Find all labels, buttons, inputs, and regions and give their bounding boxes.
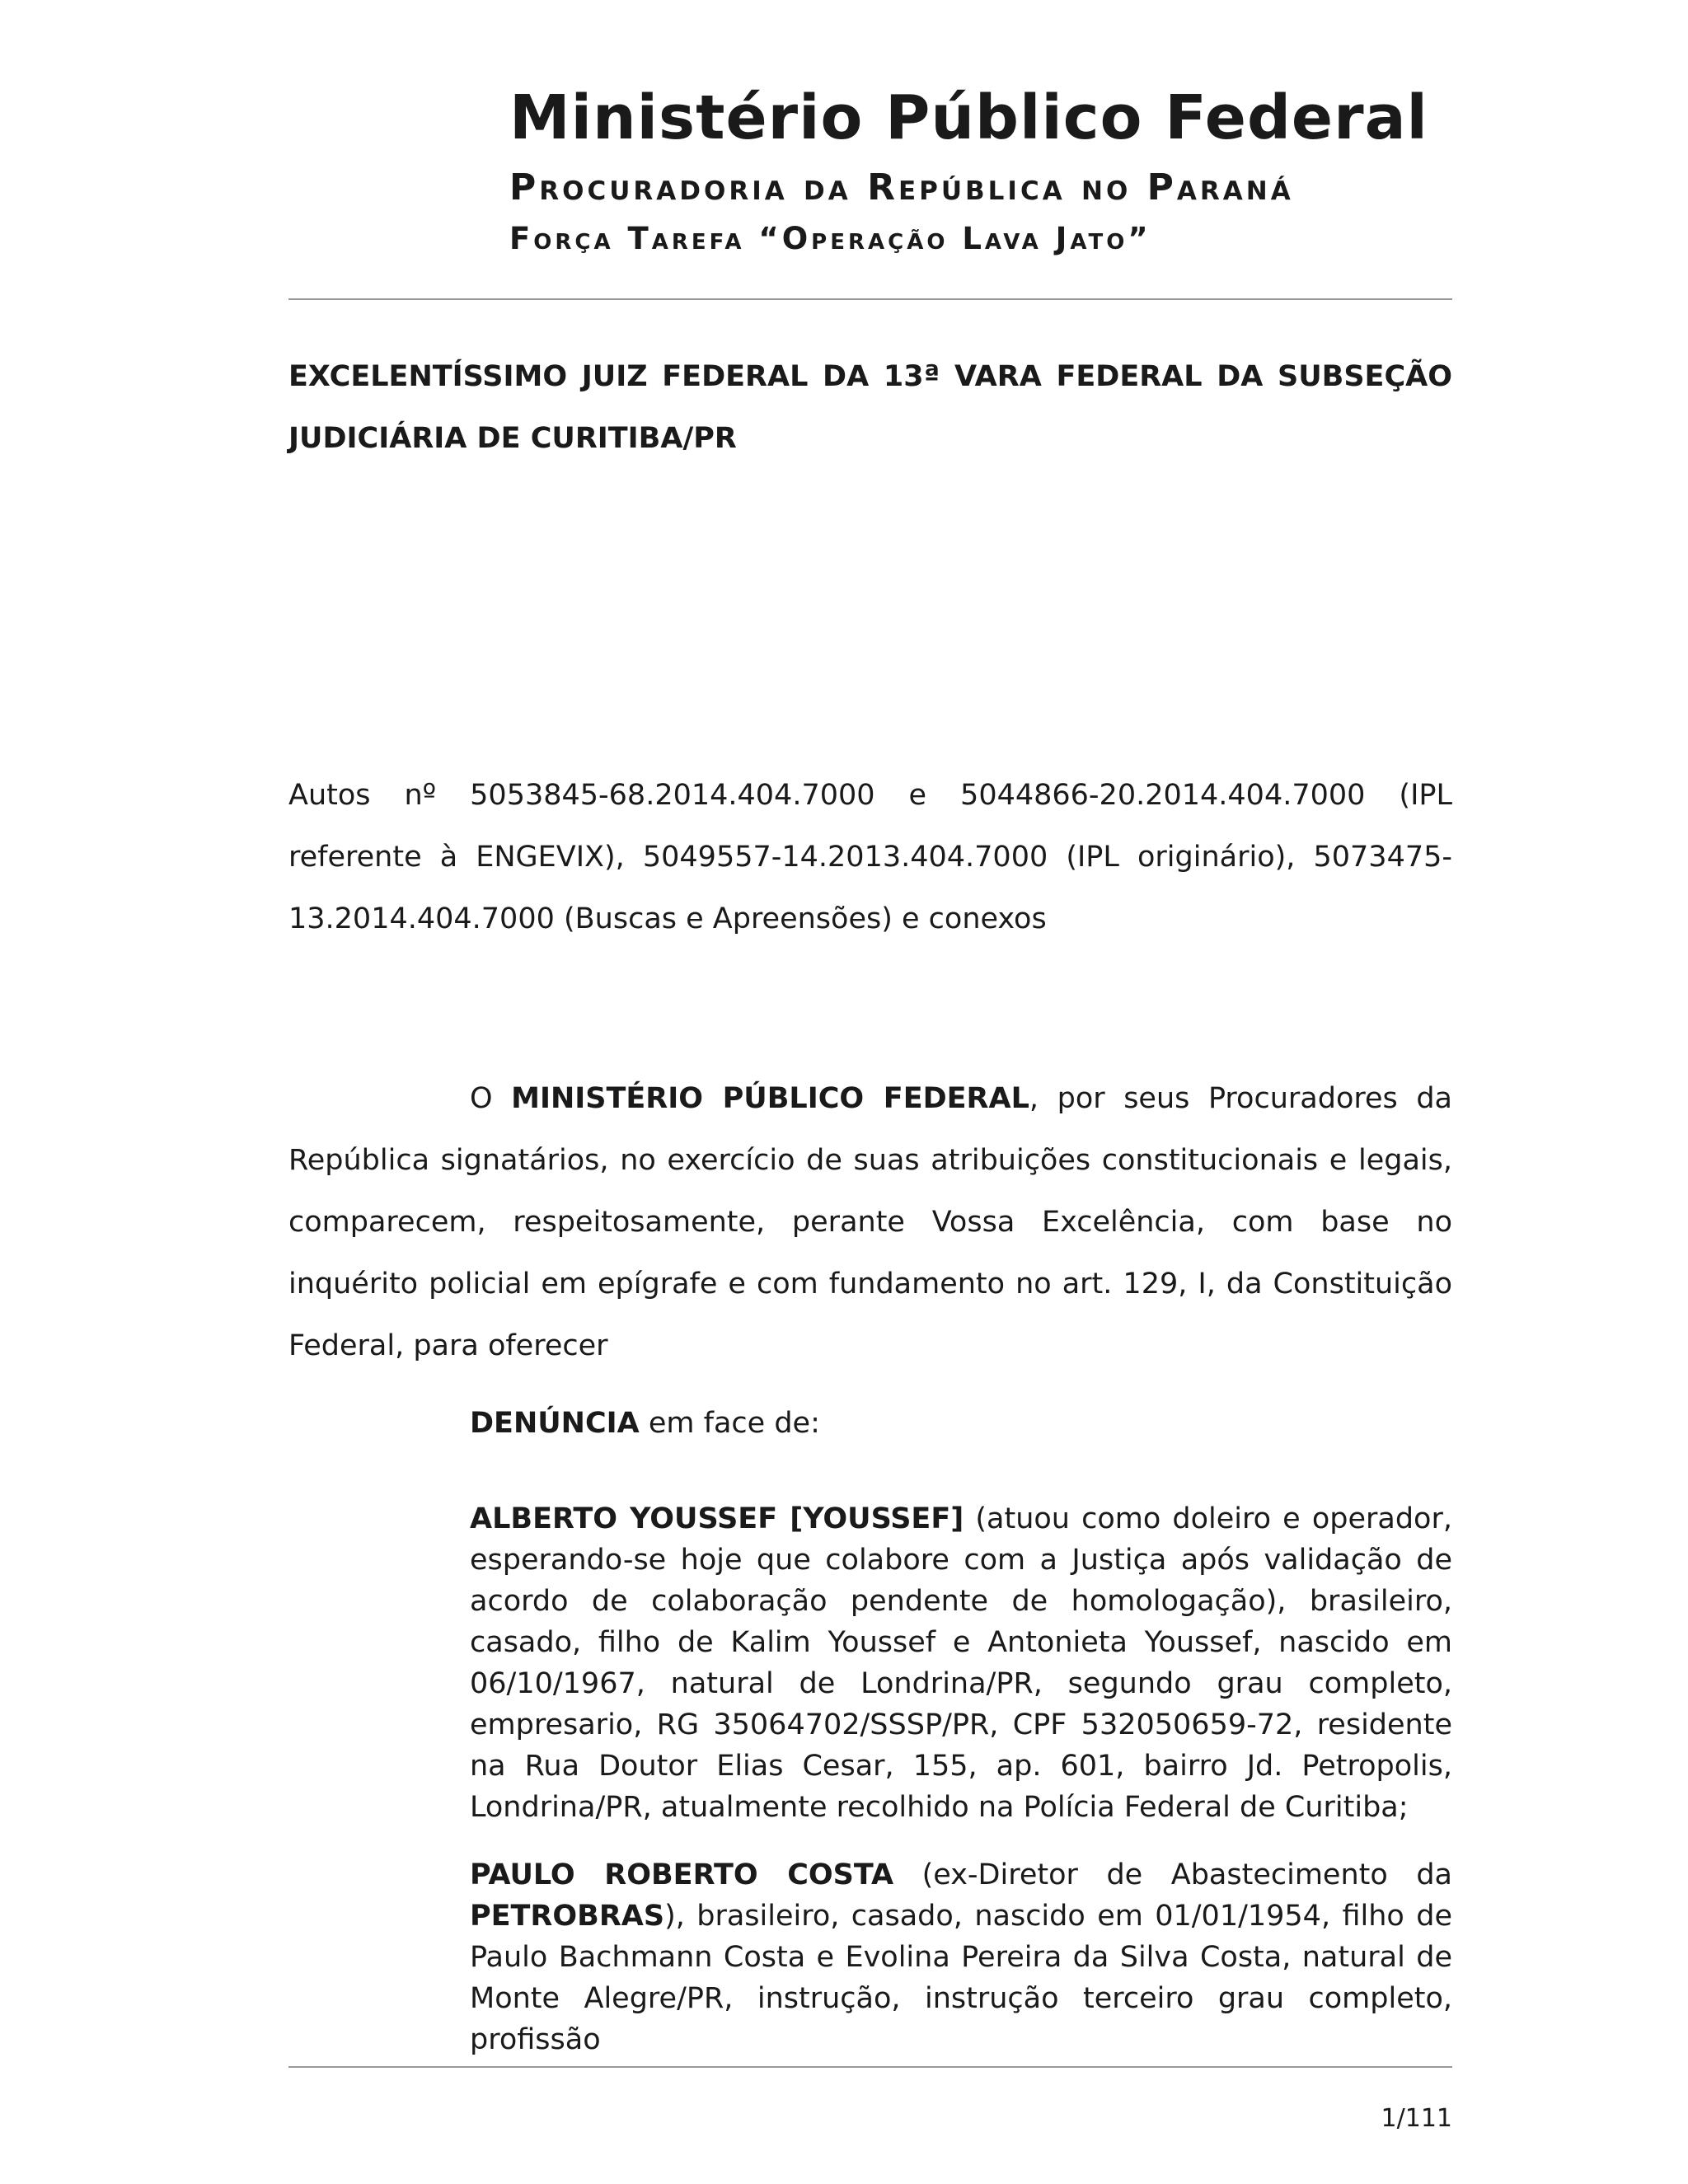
header-title: Ministério Público Federal <box>509 82 1428 153</box>
intro-prefix: O <box>470 1082 512 1115</box>
defendant-company: PETROBRAS <box>470 1900 665 1933</box>
intro-text: , por seus Procuradores da República signatários, no exercício de suas atribuições constitucionais e legais, comparecem, respeitosamente, perante Vossa Excelência, com base no inquérito policial em epígrafe e com fundamento no art. 129, I, da Constituição Federal, para oferecer <box>288 1082 1452 1362</box>
page-number: 1/111 <box>1381 2104 1452 2133</box>
defendant-name: PAULO ROBERTO COSTA <box>470 1858 894 1891</box>
defendant-youssef <box>470 1498 1452 1828</box>
header-divider <box>288 298 1452 300</box>
header-subtitle-forca-tarefa: Força Tarefa “Operação Lava Jato” <box>509 221 1151 256</box>
defendant-name: ALBERTO YOUSSEF [YOUSSEF] <box>470 1502 964 1535</box>
intro-bold: MINISTÉRIO PÚBLICO FEDERAL <box>511 1082 1029 1115</box>
denuncia-text: em face de: <box>639 1407 820 1440</box>
denuncia-bold: DENÚNCIA <box>470 1407 640 1440</box>
addressee: EXCELENTÍSSIMO JUIZ FEDERAL DA 13ª VARA FEDERAL DA SUBSEÇÃO JUDICIÁRIA DE CURITIBA/PR <box>288 360 1452 455</box>
case-numbers: Autos nº 5053845-68.2014.404.7000 e 5044866-20.2014.404.7000 (IPL referente à ENGEVIX), 5049557-14.2013.404.7000 (IPL originário), 5073475-13.2014.404.7000 (Buscas e Apreensões) e conexos <box>288 779 1452 935</box>
defendant-text-b: ), brasileiro, casado, nascido em 01/01/1954, filho de Paulo Bachmann Costa e Evolina Pereira da Silva Costa, natural de Monte Alegre/PR, instrução, instrução terceiro grau completo, profissão <box>470 1900 1452 2056</box>
defendant-costa <box>470 1854 1452 2060</box>
defendant-text-a: (ex-Diretor de Abastecimento da <box>893 1858 1452 1891</box>
intro-paragraph <box>288 1068 1452 1377</box>
header-subtitle-procuradoria: Procuradoria da República no Paraná <box>509 166 1294 209</box>
footer-divider <box>288 2066 1452 2068</box>
denuncia-line <box>470 1407 820 1440</box>
defendant-text: (atuou como doleiro e operador, esperando-se hoje que colabore com a Justiça após validação de acordo de colaboração pendente de homologação), brasileiro, casado, filho de Kalim Youssef e Antonieta Youssef, nascido em 06/10/1967, natural de Londrina/PR, segundo grau completo, empresario, RG 35064702/SSSP/PR, CPF 532050659-72, residente na Rua Doutor Elias Cesar, 155, ap. 601, bairro Jd. Petropolis, Londrina/PR, atualmente recolhido na Polícia Federal de Curitiba; <box>470 1502 1452 1824</box>
